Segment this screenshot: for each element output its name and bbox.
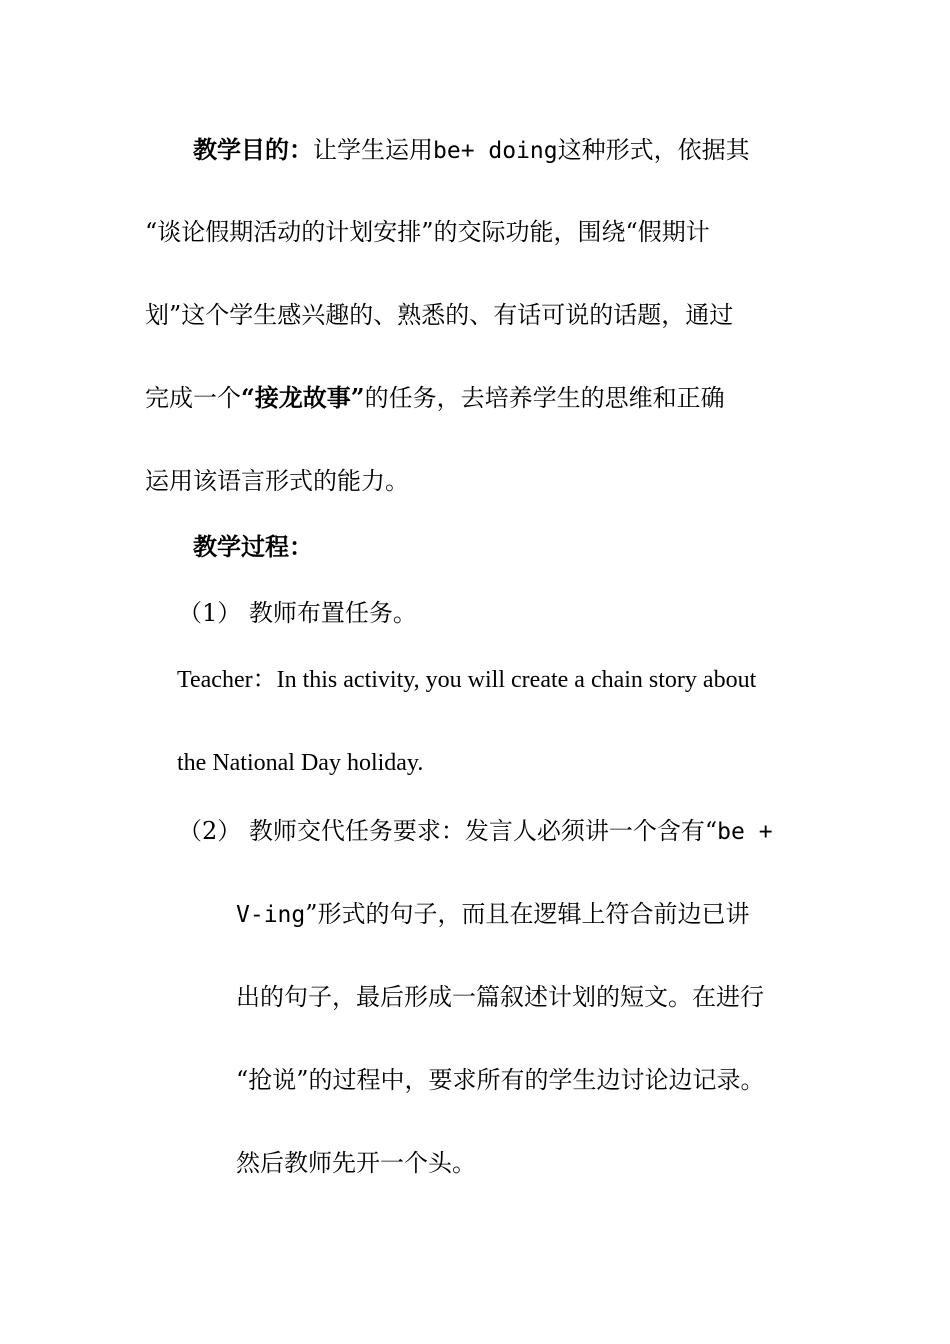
process-heading: 教学过程：	[193, 532, 313, 561]
objective-text: 这种形式，依据其	[557, 136, 750, 164]
step-2-line-1	[178, 816, 773, 847]
objective-line-4	[145, 383, 725, 413]
code-v-ing: V-ing	[236, 902, 306, 928]
code-be-plus: be +	[717, 819, 773, 845]
step-2-line-2	[236, 899, 750, 930]
objective-line-5: 运用该语言形式的能力。	[145, 467, 409, 495]
step-2-line-4: “抢说”的过程中，要求所有的学生边讨论边记录。	[236, 1066, 765, 1094]
objective-line-3: 划”这个学生感兴趣的、熟悉的、有话可说的话题，通过	[145, 301, 734, 329]
step-2-text: （2） 教师交代任务要求：发言人必须讲一个含有“	[178, 817, 718, 845]
code-be-doing: be+ doing	[433, 138, 558, 164]
teacher-speech: In this activity, you will create a chain story about	[276, 667, 757, 693]
objective-text: 让学生运用	[313, 136, 433, 164]
objective-text: 完成一个	[145, 384, 241, 412]
objective-line-2: “谈论假期活动的计划安排”的交际功能，围绕“假期计	[145, 218, 710, 246]
teacher-line-2: the National Day holiday.	[177, 750, 424, 776]
step-2-line-5: 然后教师先开一个头。	[236, 1149, 476, 1177]
step-2-text: ”形式的句子，而且在逻辑上符合前边已讲	[305, 900, 750, 928]
chain-story-term: “接龙故事”	[241, 383, 365, 412]
teacher-label: Teacher：	[177, 667, 277, 693]
step-1: （1） 教师布置任务。	[178, 599, 417, 627]
teacher-line-1	[177, 665, 756, 695]
objective-text: 的任务，去培养学生的思维和正确	[364, 384, 725, 412]
objective-label: 教学目的：	[193, 135, 313, 164]
step-2-line-3: 出的句子，最后形成一篇叙述计划的短文。在进行	[236, 983, 764, 1011]
objective-line-1	[193, 135, 750, 166]
